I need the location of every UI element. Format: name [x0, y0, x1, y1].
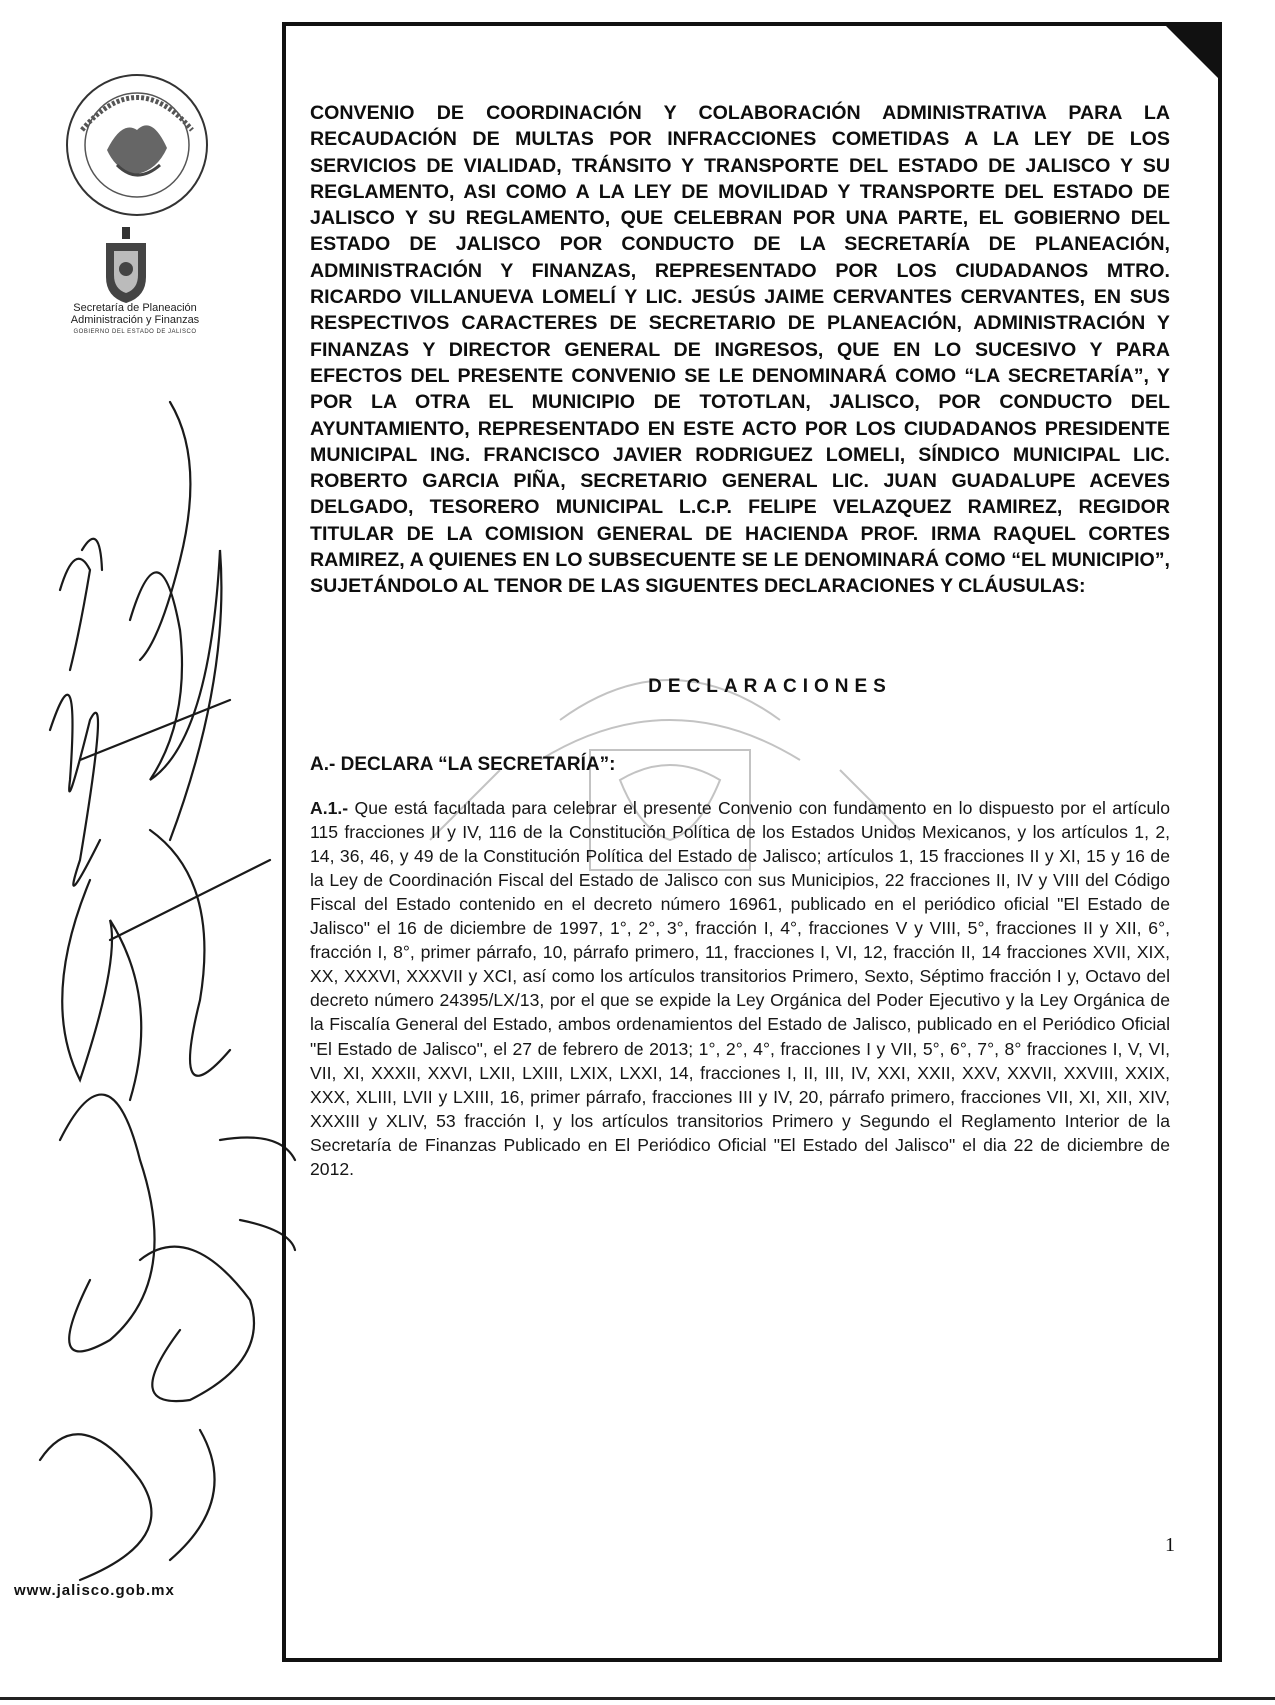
document-title: CONVENIO DE COORDINACIÓN Y COLABORACIÓN ADMINISTRATIVA PARA LA RECAUDACIÓN DE MULTAS POR INFRACCIONES COMETIDAS A LA LEY DE LOS SERVICIOS DE VIALIDAD, TRÁNSITO Y TRANSPORTE DEL ESTADO DE JALISCO Y SU REGLAMENTO, ASI COMO A LA LEY DE MOVILIDAD Y TRANSPORTE DEL ESTADO DE JALISCO Y SU REGLAMENTO, QUE CELEBRAN POR UNA PARTE, EL GOBIERNO DEL ESTADO DE JALISCO POR CONDUCTO DE LA SECRETARÍA DE PLANEACIÓN, ADMINISTRACIÓN Y FINANZAS, REPRESENTADO POR LOS CIUDADANOS MTRO. RICARDO VILLANUEVA LOMELÍ Y LIC. JESÚS JAIME CERVANTES CERVANTES, EN SUS RESPECTIVOS CARACTERES DE SECRETARIO DE PLANEACIÓN, ADMINISTRACIÓN Y FINANZAS Y DIRECTOR GENERAL DE INGRESOS, QUE EN LO SUCESIVO Y PARA EFECTOS DEL PRESENTE CONVENIO SE LE DENOMINARÁ COMO “LA SECRETARÍA”, Y POR LA OTRA EL MUNICIPIO DE TOTOTLAN, JALISCO, POR CONDUCTO DEL AYUNTAMIENTO, REPRESENTADO EN ESTE ACTO POR LOS CIUDADANOS PRESIDENTE MUNICIPAL ING. FRANCISCO JAVIER RODRIGUEZ LOMELI, SÍNDICO MUNICIPAL LIC. ROBERTO GARCIA PIÑA, SECRETARIO GENERAL LIC. JUAN GUADALUPE ACEVES DELGADO, TESORERO MUNICIPAL L.C.P. FELIPE VELAZQUEZ RAMIREZ, REGIDOR TITULAR DE LA COMISION GENERAL DE HACIENDA PROF. IRMA RAQUEL CORTES RAMIREZ, A QUIENES EN LO SUBSECUENTE SE LE DENOMINARÁ COMO “EL MUNICIPIO”, SUJETÁNDOLO AL TENOR DE LAS SIGUENTES DECLARACIONES Y CLÁUSULAS: [310, 102, 1170, 598]
section-heading: DECLARACIONES [648, 675, 892, 697]
agency-name-line3: GOBIERNO DEL ESTADO DE JALISCO [73, 329, 197, 336]
state-coat-of-arms-icon [96, 225, 156, 305]
paragraph-lead: A.1.- [310, 797, 349, 818]
agency-block [40, 302, 230, 336]
left-margin [0, 0, 282, 1705]
website-link[interactable]: www.jalisco.gob.mx [14, 1582, 175, 1599]
frame-corner [1162, 22, 1222, 82]
declaration-paragraph [310, 796, 1170, 1182]
page-number: 1 [1165, 1534, 1175, 1556]
agency-name-line2: Administración y Finanzas [70, 314, 200, 327]
scan-edge-line [0, 1697, 1275, 1700]
seal-icon [62, 70, 212, 220]
document-body [310, 100, 1170, 1181]
paragraph-text: Que está facultada para celebrar el presente Convenio con fundamento en lo dispuesto por el artículo 115 fracciones II y IV, 116 de la Constitución Política de los Estados Unidos Mexicanos, y los artículos 1, 2, 14, 36, 46, y 49 de la Constitución Política del Estado de Jalisco; artículos 1, 15 fracciones II y XI, 15 y 16 de la Ley de Coordinación Fiscal del Estado de Jalisco con sus Municipios, 22 fracciones II, IV y VIII del Código Fiscal del Estado contenido en el decreto número 16961, publicado en el periódico oficial "El Estado de Jalisco" el 16 de diciembre de 1997, 1°, 2°, 3°, fracción I, 4°, fracciones V y VIII, 5°, fracciones II y XII, 6°, fracción I, 8°, primer párrafo, 10, párrafo primero, 11, fracciones I, VI, 12, fracción II, 14 fracciones XVII, XIX, XX, XXXVI, XXXVII y XCI, así como los artículos transitorios Primero, Sexto, Séptimo fracción I y, Octavo del decreto número 24395/LX/13, por el que se expide la Ley Orgánica del Poder Ejecutivo y la Ley Orgánica de la Fiscalía General del Estado, ambos ordenamientos del Estado de Jalisco, publicado en el Periódico Oficial "El Estado de Jalisco", el 27 de febrero de 2013; 1°, 2°, 4°, fracciones I y VII, 5°, 6°, 7°, 8° fracciones I, V, VI, VII, XI, XXXII, XXVI, LXII, LXIII, LXIX, LXXI, 14, fracciones I, II, III, IV, XXI, XXII, XXV, XXVII, XXVIII, XXIX, XXX, XLIII, LVII y LXIII, 16, primer párrafo, fracciones III y IV, 20, párrafo primero, fracciones VII, XI, XII, XIV, XXXIII y XLIV, 53 fracción I, y los artículos transitorios Primero y Segundo el Reglamento Interior de la Secretaría de Finanzas Publicado en El Periódico Oficial "El Estado del Jalisco" el dia 22 de diciembre de 2012. [310, 797, 1170, 1180]
handwritten-signatures [20, 400, 300, 1600]
agency-name-line1: Secretaría de Planeación [73, 302, 197, 314]
declaration-subheading: A.- DECLARA “LA SECRETARÍA”: [310, 753, 616, 775]
